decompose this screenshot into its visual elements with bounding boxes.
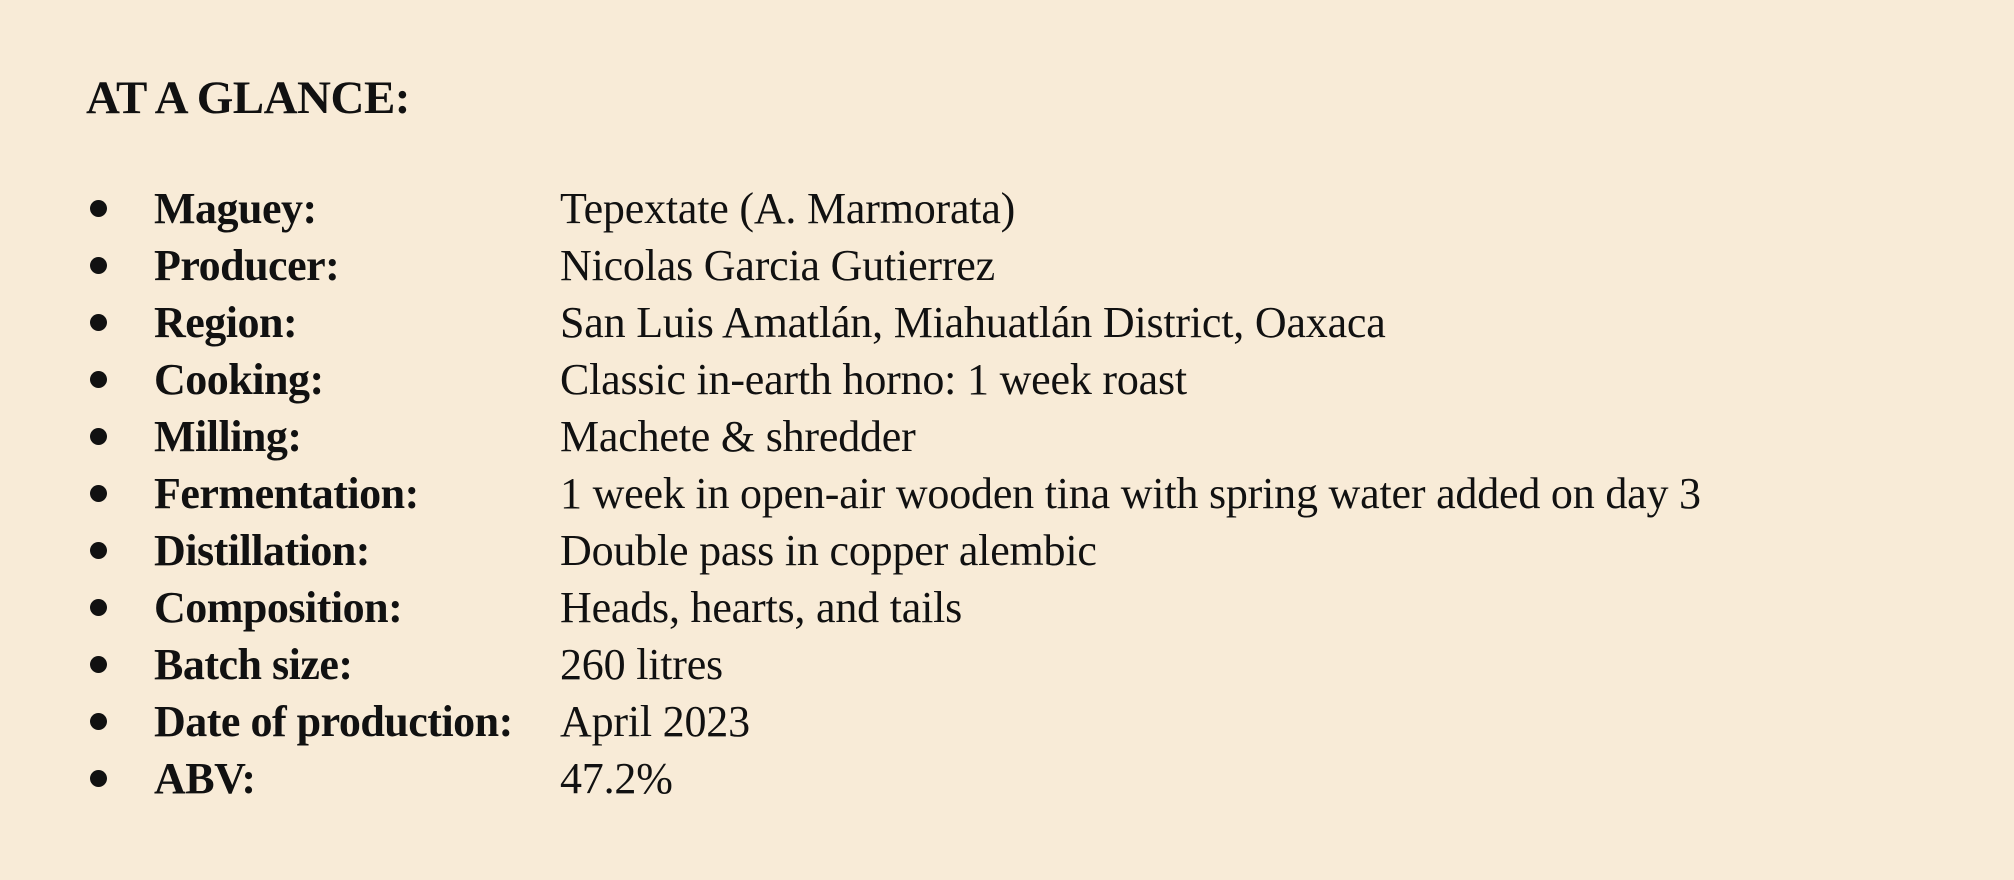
fact-value: Classic in-earth horno: 1 week roast bbox=[560, 355, 1187, 404]
bullet-icon bbox=[90, 713, 107, 730]
list-item bbox=[86, 237, 1966, 294]
fact-label: Producer: bbox=[154, 241, 340, 290]
bullet-icon bbox=[90, 200, 107, 217]
list-item bbox=[86, 636, 1966, 693]
facts-list bbox=[86, 180, 1966, 807]
section-heading: AT A GLANCE: bbox=[86, 72, 410, 124]
bullet-icon bbox=[90, 770, 107, 787]
list-item bbox=[86, 693, 1966, 750]
fact-label: Date of production: bbox=[154, 697, 513, 746]
fact-label: Fermentation: bbox=[154, 469, 419, 518]
fact-value: 47.2% bbox=[560, 754, 673, 803]
fact-label: Cooking: bbox=[154, 355, 324, 404]
bullet-icon bbox=[90, 428, 107, 445]
bullet-icon bbox=[90, 542, 107, 559]
bullet-icon bbox=[90, 257, 107, 274]
bullet-icon bbox=[90, 599, 107, 616]
fact-value: Double pass in copper alembic bbox=[560, 526, 1097, 575]
list-item bbox=[86, 408, 1966, 465]
fact-label: Maguey: bbox=[154, 184, 317, 233]
fact-value: 1 week in open-air wooden tina with spring water added on day 3 bbox=[560, 469, 1701, 518]
list-item bbox=[86, 351, 1966, 408]
fact-value: April 2023 bbox=[560, 697, 750, 746]
fact-value: Machete & shredder bbox=[560, 412, 916, 461]
fact-label: Batch size: bbox=[154, 640, 353, 689]
fact-value: Tepextate (A. Marmorata) bbox=[560, 184, 1016, 233]
list-item bbox=[86, 750, 1966, 807]
fact-label: ABV: bbox=[154, 754, 256, 803]
fact-label: Region: bbox=[154, 298, 298, 347]
fact-label: Milling: bbox=[154, 412, 302, 461]
list-item bbox=[86, 465, 1966, 522]
list-item bbox=[86, 522, 1966, 579]
fact-value: Nicolas Garcia Gutierrez bbox=[560, 241, 995, 290]
bullet-icon bbox=[90, 371, 107, 388]
bullet-icon bbox=[90, 314, 107, 331]
fact-value: San Luis Amatlán, Miahuatlán District, Oaxaca bbox=[560, 298, 1386, 347]
list-item bbox=[86, 294, 1966, 351]
fact-value: 260 litres bbox=[560, 640, 723, 689]
fact-label: Composition: bbox=[154, 583, 403, 632]
list-item bbox=[86, 180, 1966, 237]
bullet-icon bbox=[90, 485, 107, 502]
list-item bbox=[86, 579, 1966, 636]
fact-value: Heads, hearts, and tails bbox=[560, 583, 963, 632]
fact-label: Distillation: bbox=[154, 526, 370, 575]
bullet-icon bbox=[90, 656, 107, 673]
